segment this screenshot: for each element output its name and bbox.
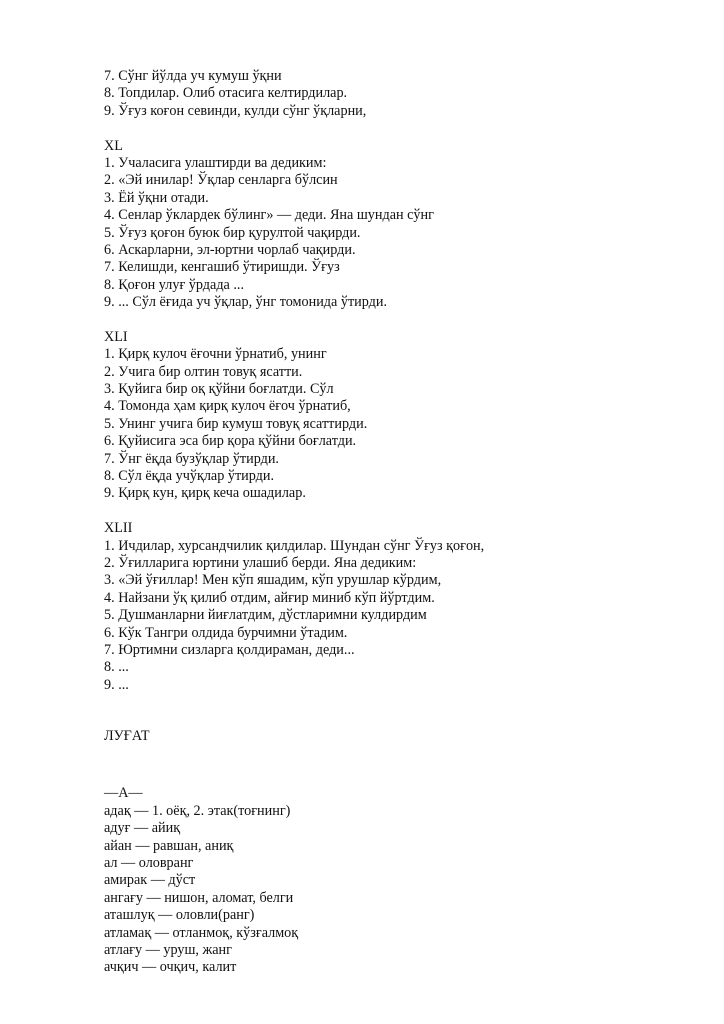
text-line: 9. Қирқ кун, қирқ кеча ошадилар. (104, 485, 306, 502)
glossary-entry: ал — оловранг (104, 855, 194, 872)
glossary-entry: аташлуқ — оловли(ранг) (104, 907, 255, 924)
text-line: 9. ... (104, 676, 129, 693)
text-line: 9. Ўғуз коғон севинди, кулди сўнг ўқларни, (104, 102, 367, 119)
section-heading: XLII (104, 520, 133, 537)
text-line: 8. Сўл ёқда учўқлар ўтирди. (104, 467, 275, 484)
text-line: 6. Кўк Тангри олдида бурчимни ўтадим. (104, 624, 348, 641)
text-line: 8. ... (104, 659, 129, 676)
text-line: 1. Учаласига улаштирди ва дедиким: (104, 154, 327, 171)
text-line: 2. Учига бир олтин товуқ ясатти. (104, 363, 303, 380)
text-line: 3. «Эй ўғиллар! Мен кўп яшадим, кўп урушлар кўрдим, (104, 572, 442, 589)
glossary-entry: адуғ — айиқ (104, 820, 181, 837)
section-xlii (104, 520, 664, 694)
section-heading: XL (104, 137, 123, 154)
document-page (104, 68, 664, 977)
glossary-entry: атлағу — уруш, жанг (104, 941, 232, 958)
glossary-entry: атламақ — отланмоқ, кўзғалмоқ (104, 924, 299, 941)
glossary-entry: ангағу — нишон, аломат, белги (104, 889, 294, 906)
text-line: 2. Ўғилларига юртини улашиб берди. Яна дедиким: (104, 554, 417, 571)
text-line: 7. Юртимни сизларга қолдираман, деди... (104, 641, 355, 658)
text-line: 7. Сўнг йўлда уч кумуш ўқни (104, 68, 282, 84)
text-line: 7. Келишди, кенгашиб ўтиришди. Ўғуз (104, 259, 340, 276)
text-line: 2. «Эй инилар! Ўқлар сенларга бўлсин (104, 172, 338, 189)
glossary-letter-heading: —А— (104, 785, 143, 802)
text-line: 8. Топдилар. Олиб отасига келтирдилар. (104, 85, 348, 102)
text-line: 1. Қирқ кулоч ёғочни ўрнатиб, унинг (104, 346, 327, 363)
glossary-entry: амирак — дўст (104, 872, 196, 889)
text-line: 1. Ичдилар, хурсандчилик қилдилар. Шундан сўнг Ўғуз қоғон, (104, 537, 485, 554)
text-line: 4. Найзани ўқ қилиб отдим, айғир миниб кўп йўртдим. (104, 589, 435, 606)
intro-block (104, 68, 664, 120)
text-line: 8. Қоғон улуғ ўрдада ... (104, 276, 245, 293)
text-line: 5. Унинг учига бир кумуш товуқ ясаттирди. (104, 415, 368, 432)
text-line: 5. Ўғуз қоғон буюк бир қурултой чақирди. (104, 224, 361, 241)
text-line: 6. Аскарларни, эл-юртни чорлаб чақирди. (104, 241, 356, 258)
glossary (104, 728, 664, 977)
glossary-entry: ачқич — очқич, калит (104, 959, 237, 976)
section-heading: XLI (104, 328, 128, 345)
text-line: 9. ... Сўл ёғида уч ўқлар, ўнг томонида ўтирди. (104, 294, 388, 311)
text-line: 5. Душманларни йиғлатдим, дўстларимни кулдирдим (104, 607, 427, 624)
text-line: 6. Қуйисига эса бир қора қўйни боғлатди. (104, 433, 357, 450)
glossary-entry: адақ — 1. оёқ, 2. этак(тоғнинг) (104, 802, 291, 819)
text-line: 4. Сенлар ўклардек бўлинг» — деди. Яна шундан сўнг (104, 207, 434, 224)
text-line: 4. Томонда ҳам қирқ кулоч ёғоч ўрнатиб, (104, 398, 351, 415)
text-line: 7. Ўнг ёқда бузўқлар ўтирди. (104, 450, 279, 467)
text-line: 3. Қуйига бир оқ қўйни боғлатди. Сўл (104, 381, 334, 398)
glossary-entry: айан — равшан, аниқ (104, 837, 234, 854)
section-xli (104, 329, 664, 503)
section-xl (104, 138, 664, 312)
glossary-title: ЛУҒАТ (104, 728, 150, 745)
text-line: 3. Ёй ўқни отади. (104, 189, 209, 206)
